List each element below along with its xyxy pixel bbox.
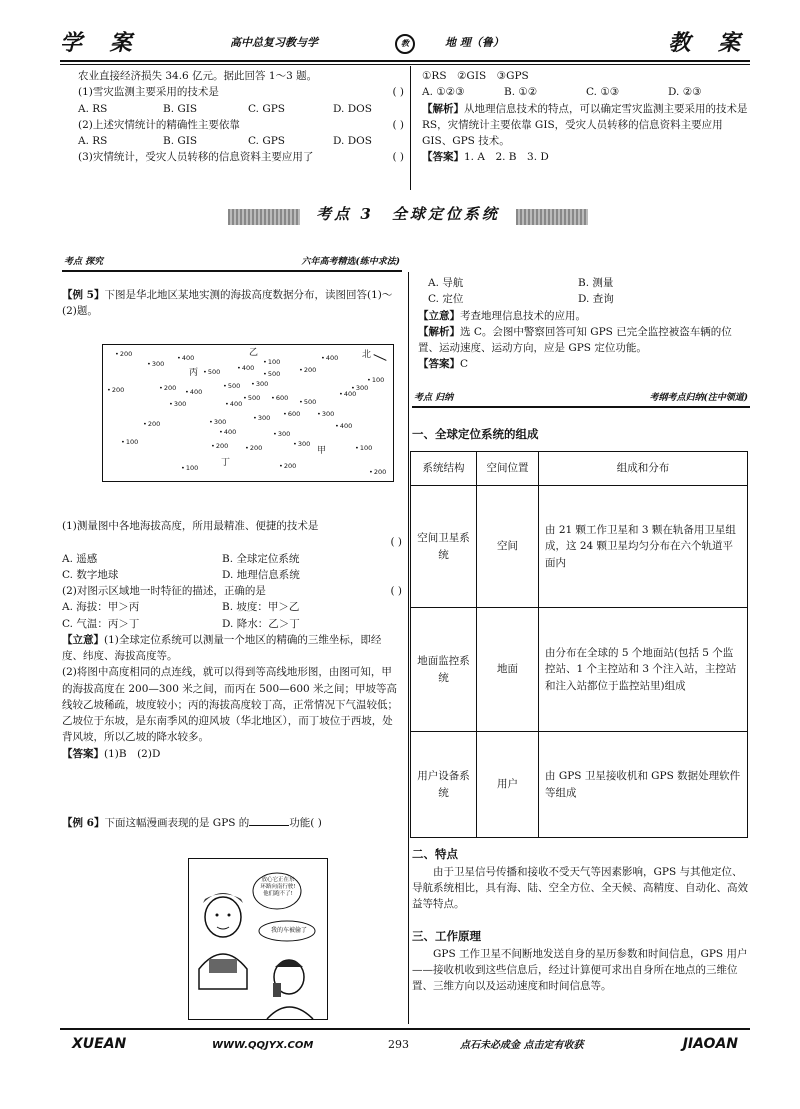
elevation-point: • 200 (107, 387, 124, 394)
example-5-stem: 【例 5】下图是华北地区某地实测的海拔高度数据分布，读图回答(1)～(2)题。 (62, 289, 393, 318)
answer: 【答案】(1)B (2)D (62, 747, 161, 760)
table-header-row: 系统结构 空间位置 组成和分布 (411, 452, 748, 486)
example-6-answer (418, 275, 748, 373)
options: C. 气温：丙＞丁 D. 降水：乙＞丁 (62, 617, 300, 630)
footer-left: XUEAN (72, 1036, 127, 1052)
question: (1)测量图中各地海拔高度，所用最精准、便捷的技术是 (62, 520, 319, 532)
intent: 【立意】考查地理信息技术的应用。 (418, 309, 586, 322)
options: A. 海拔：甲＞丙 B. 坡度：甲＞乙 (62, 601, 300, 614)
table-row: 地面监控系统 地面 由分布在全球的 5 个地面站(包括 5 个监控站、1 个主控站和 3 个注入站，主控站和注入站都位于监控站里)组成 (411, 608, 748, 732)
elevation-point: • 400 (321, 355, 338, 362)
emblem-icon: 教 (395, 34, 415, 54)
elevation-point: • 200 (211, 443, 228, 450)
example-6-stem: 【例 6】下面这幅漫画表现的是 GPS 的 功能( ) (62, 817, 322, 829)
elevation-point: • 100 (121, 439, 138, 446)
speech-bubble-police: 放心它正在东环路向南行驶! 他们跑不了! (260, 877, 296, 897)
elevation-point: • 300 (147, 361, 164, 368)
answer: 【答案】C (418, 358, 469, 371)
composition-heading: 一、全球定位系统的组成 (412, 427, 539, 441)
header-subject: 地 理（鲁） (445, 36, 504, 49)
text-line: 农业直接经济损失 34.6 亿元。据此回答 1～3 题。 (78, 70, 318, 82)
question-1: (1)雪灾监测主要采用的技术是 ( ) (78, 86, 404, 99)
elevation-point: • 500 (243, 395, 260, 402)
question-3: (3)灾情统计，受灾人员转移的信息资料主要应用了 ( ) (78, 151, 404, 164)
footer-url: WWW.QQJYX.COM (212, 1040, 314, 1051)
header-rule (60, 60, 750, 62)
header-right-title: 教 案 (668, 30, 750, 56)
elevation-point: • 300 (317, 411, 334, 418)
page-number: 293 (388, 1038, 409, 1051)
options: A. ①②③ B. ①② C. ①③ D. ②③ (422, 86, 702, 99)
point-label-bing: 丙 (189, 368, 199, 378)
question-2: (2)上述灾情统计的精确性主要依靠 ( ) (78, 118, 404, 131)
elevation-point: • 400 (185, 389, 202, 396)
q1-options: A. RS B. GIS C. GPS D. DOS (78, 102, 372, 115)
elevation-point: • 300 (351, 385, 368, 392)
point-label-ding: 丁 (221, 458, 231, 468)
north-arrow-icon (373, 354, 386, 361)
elevation-point: • 400 (219, 429, 236, 436)
q2-options: A. RS B. GIS C. GPS D. DOS (78, 135, 372, 148)
item-list: ①RS ②GIS ③GPS (422, 70, 529, 82)
options: C. 定位 D. 查询 (428, 293, 614, 306)
point-label-jia: 甲 (317, 446, 327, 456)
elevation-point: • 100 (367, 377, 384, 384)
elevation-point: • 200 (245, 445, 262, 452)
elevation-point: • 100 (181, 465, 198, 472)
point-label-yi: 乙 (249, 348, 259, 358)
gps-composition-table (410, 451, 748, 838)
analysis: 【解析】选 C。会图中警察回答可知 GPS 已完全监控被盗车辆的位置、运动速度、运动方向，应是 GPS 定位功能。 (418, 325, 732, 355)
elevation-point: • 200 (279, 463, 296, 470)
header-left-title: 学 案 (60, 30, 142, 56)
options: C. 数字地球 D. 地理信息系统 (62, 568, 300, 581)
analysis: 【解析】从地理信息技术的特点，可以确定雪灾监测主要采用的技术是 RS，灾情统计主要依靠 GIS，受灾人员转移的信息资料主要应用 GIS、GPS 技术。 (422, 102, 748, 148)
principle-section: 三、工作原理 GPS 工作卫星不间断地发送自身的星历参数和时间信息，GPS 用户——接收机收到这些信息后，经过计算便可求出自身所在地点的三维位置、三维方向以及运动速度和时间信息等。 (412, 929, 748, 993)
elevation-point: • 400 (339, 391, 356, 398)
elevation-point: • 100 (263, 359, 280, 366)
footer-right: JIAOAN (682, 1036, 738, 1052)
analysis: (2)将图中高度相同的点连线，就可以得到等高线地形图，由图可知，甲的海拔高度在 200—300 米之间，而丙在 500—600 米之间；甲坡等高线较乙坡稀疏，坡度较小；丙的海拔高度较丁高，正常情况下气温较低；乙坡位于东坡，是东南季风的迎风坡（华北地区），而丁坡位于西坡，处背风坡，所以乙坡的降水较多。 (62, 666, 398, 744)
options: A. 导航 B. 测量 (428, 277, 614, 289)
page-header (60, 20, 750, 66)
elevation-point: • 400 (237, 365, 254, 372)
north-label: 北 (361, 350, 371, 360)
elevation-point: • 300 (273, 431, 290, 438)
elevation-point: • 300 (253, 415, 270, 422)
right-subheader: 考点 归纳 考纲考点归纳(注中领道) (412, 394, 750, 408)
elevation-point: • 500 (263, 371, 280, 378)
elevation-point: • 200 (369, 469, 386, 476)
main-column-divider (408, 272, 409, 1024)
elevation-point: • 500 (299, 399, 316, 406)
footer-rule (60, 1028, 750, 1030)
top-right-block (422, 68, 748, 166)
elevation-point: • 300 (209, 419, 226, 426)
elevation-point: • 300 (293, 441, 310, 448)
elevation-point: • 300 (169, 401, 186, 408)
top-left-block (78, 68, 404, 166)
answer-paren: ( ) (390, 536, 402, 549)
elevation-point: • 200 (115, 351, 132, 358)
elevation-point: • 200 (143, 421, 160, 428)
footer-slogan: 点石未必成金 点击定有收获 (460, 1040, 584, 1051)
elevation-point: • 500 (203, 369, 220, 376)
elevation-point: • 300 (251, 381, 268, 388)
page-footer (60, 1028, 750, 1058)
header-center-text: 高中总复习教与学 (230, 36, 318, 49)
elevation-point: • 400 (177, 355, 194, 362)
example-5-questions (62, 518, 402, 762)
speech-bubble-owner: 我的车被偷了 (270, 927, 307, 934)
blank (249, 825, 289, 826)
answer: 【答案】1. A 2. B 3. D (422, 151, 549, 164)
header-rule-thin (60, 64, 750, 65)
table-row: 用户设备系统 用户 由 GPS 卫星接收机和 GPS 数据处理软件等组成 (411, 732, 748, 838)
header-center (210, 34, 600, 56)
gps-cartoon (188, 858, 328, 1020)
options: A. 遥感 B. 全球定位系统 (62, 552, 300, 565)
elevation-point: • 600 (271, 395, 288, 402)
question: (2)对图示区域地一时特征的描述，正确的是 ( ) (62, 585, 402, 598)
elevation-point: • 400 (225, 401, 242, 408)
elevation-map (102, 344, 394, 482)
elevation-point: • 600 (283, 411, 300, 418)
cartoon-illustration-icon (189, 859, 327, 1019)
column-divider (410, 66, 411, 190)
elevation-point: • 500 (223, 383, 240, 390)
elevation-point: • 100 (355, 445, 372, 452)
section-title: 考点 3 全球定位系统 (300, 203, 516, 229)
left-subheader: 考点 探究 六年高考精选(练中求法) (62, 258, 402, 272)
intent: 【立意】(1)全球定位系统可以测量一个地区的精确的三维坐标，即经度、纬度、海拔高度等。 (62, 633, 382, 663)
elevation-point: • 200 (299, 367, 316, 374)
features-section: 二、特点 由于卫星信号传播和接收不受天气等因素影响，GPS 与其他定位、导航系统相比，具有海、陆、空全方位、全天候、高精度、自动化、高效益等特点。 (412, 847, 748, 911)
elevation-point: • 200 (159, 385, 176, 392)
table-row: 空间卫星系统 空间 由 21 颗工作卫星和 3 颗在轨备用卫星组成，这 24 颗卫星均匀分布在六个轨道平面内 (411, 486, 748, 608)
elevation-point: • 400 (335, 423, 352, 430)
